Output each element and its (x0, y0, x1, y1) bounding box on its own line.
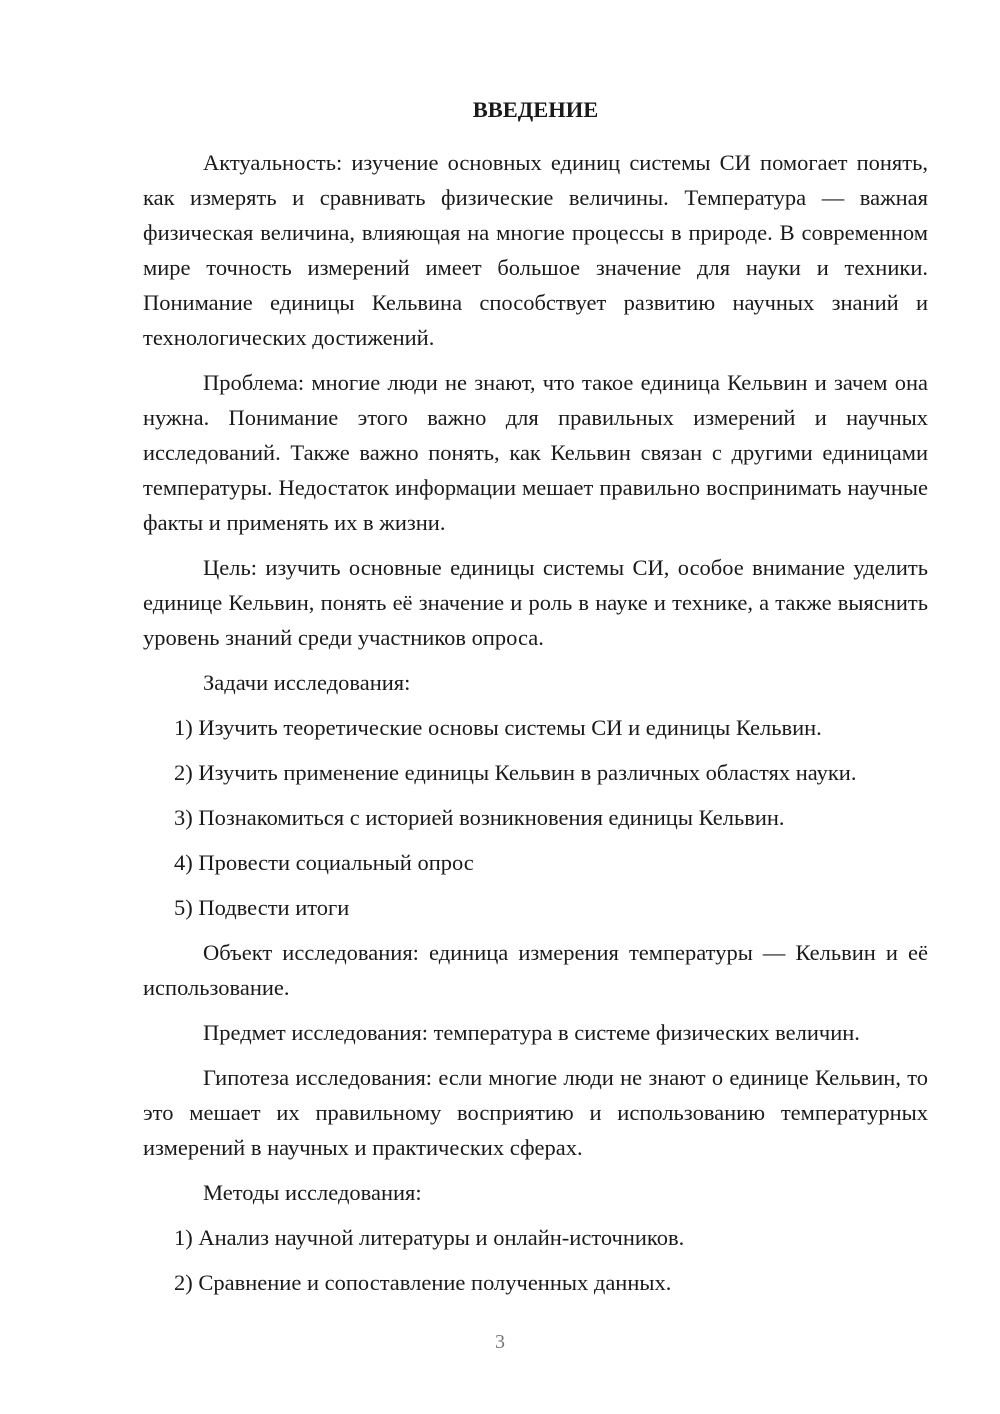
task-item: 5) Подвести итоги (174, 895, 350, 920)
page-number: 3 (495, 1331, 505, 1353)
hypothesis-paragraph: Гипотеза исследования: если многие люди не знают о единице Кельвин, то это мешает их правильному восприятию и использованию температурных измерений в научных и практических сферах. (143, 1065, 928, 1160)
task-item: 1) Изучить теоретические основы системы СИ и единицы Кельвин. (174, 715, 822, 740)
relevance-paragraph: Актуальность: изучение основных единиц системы СИ помогает понять, как измерять и сравнивать физические величины. Температура — важная физическая величина, влияющая на многие процессы в природе. В современном мире точность измерений имеет большое значение для науки и техники. Понимание единицы Кельвина способствует развитию научных знаний и технологических достижений. (143, 150, 928, 350)
method-item: 1) Анализ научной литературы и онлайн-источников. (174, 1225, 685, 1250)
goal-paragraph: Цель: изучить основные единицы системы СИ, особое внимание уделить единице Кельвин, понять её значение и роль в науке и технике, а также выяснить уровень знаний среди участников опроса. (143, 555, 928, 650)
methods-heading: Методы исследования: (203, 1180, 422, 1205)
subject-paragraph: Предмет исследования: температура в системе физических величин. (203, 1020, 860, 1045)
problem-paragraph: Проблема: многие люди не знают, что такое единица Кельвин и зачем она нужна. Понимание этого важно для правильных измерений и научных исследований. Также важно понять, как Кельвин связан с другими единицами температуры. Недостаток информации мешает правильно воспринимать научные факты и применять их в жизни. (143, 370, 928, 535)
tasks-heading: Задачи исследования: (203, 670, 411, 695)
section-title: ВВЕДЕНИЕ (472, 97, 599, 122)
document-page (143, 92, 928, 1310)
object-paragraph: Объект исследования: единица измерения температуры — Кельвин и её использование. (143, 940, 928, 1000)
method-item: 2) Сравнение и сопоставление полученных данных. (174, 1270, 672, 1295)
task-item: 2) Изучить применение единицы Кельвин в различных областях науки. (174, 760, 857, 785)
task-item: 3) Познакомиться с историей возникновения единицы Кельвин. (174, 805, 785, 830)
task-item: 4) Провести социальный опрос (174, 850, 474, 875)
